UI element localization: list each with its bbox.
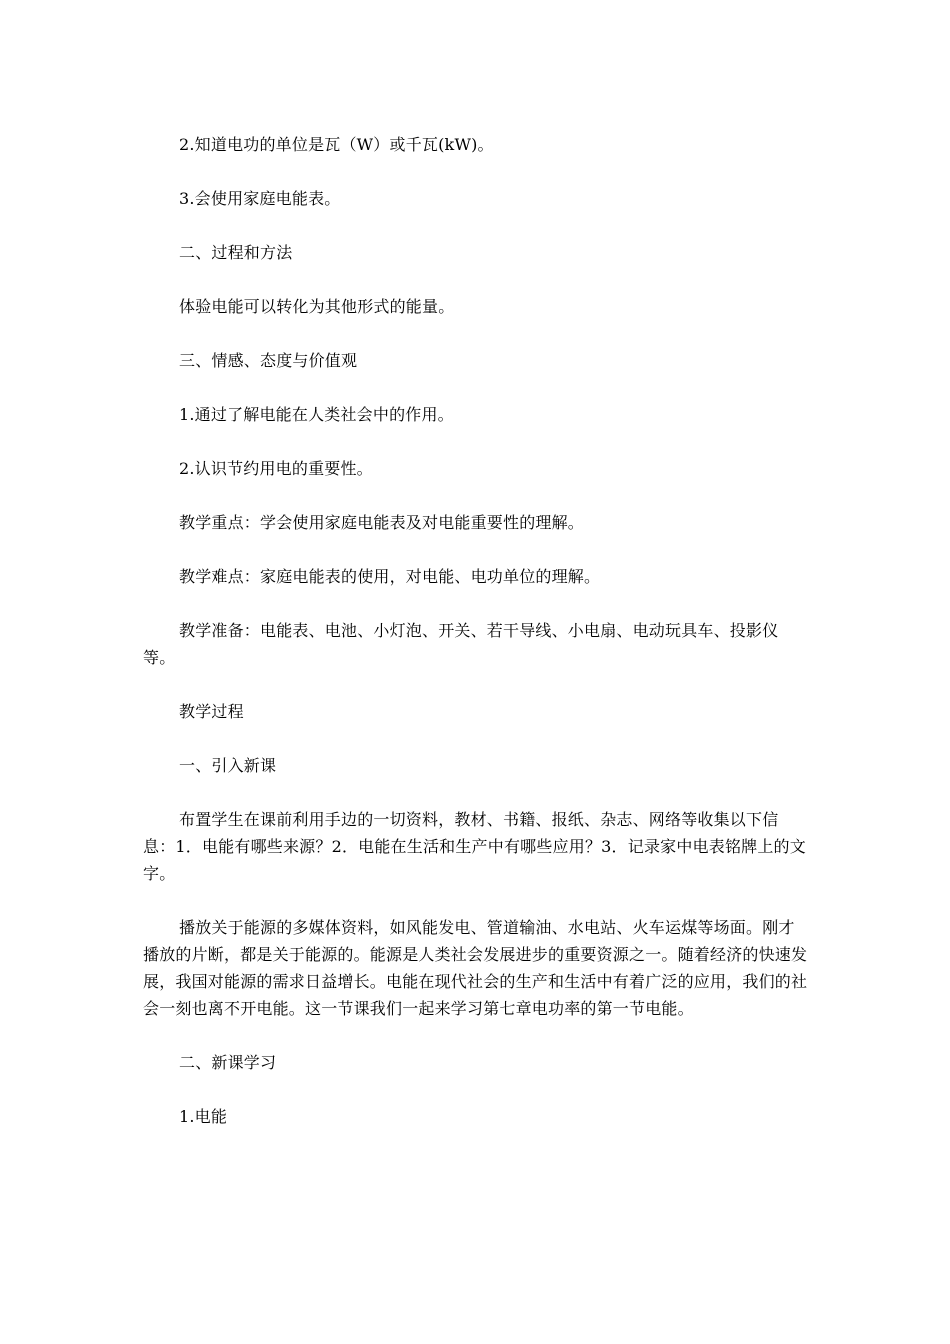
paragraph-difficulties: 教学难点：家庭电能表的使用，对电能、电功单位的理解。 xyxy=(179,567,601,586)
paragraph-multimedia-intro: 播放关于能源的多媒体资料，如风能发电、管道输油、水电站、火车运煤等场面。刚才播放的片断，都是关于能源的。能源是人类社会发展进步的重要资源之一。随着经济的快速发展，我国对能源的需求日益增长。电能在现代社会的生产和生活中有着广泛的应用，我们的社会一刻也离不开电能。这一节课我们一起来学习第七章电功率的第一节电能。 xyxy=(143,918,808,1018)
paragraph-value-2: 2.认识节约用电的重要性。 xyxy=(179,459,373,478)
paragraph-objective-2: 2.知道电功的单位是瓦（W）或千瓦(kW)。 xyxy=(179,135,494,154)
heading-new-lesson: 二、新课学习 xyxy=(179,1053,277,1072)
paragraph-homework-collection: 布置学生在课前利用手边的一切资料，教材、书籍、报纸、杂志、网络等收集以下信息：1．电能有哪些来源？2．电能在生活和生产中有哪些应用？3．记录家中电表铭牌上的文字。 xyxy=(143,810,806,883)
paragraph-key-points: 教学重点：学会使用家庭电能表及对电能重要性的理解。 xyxy=(179,513,585,532)
paragraph-objective-3: 3.会使用家庭电能表。 xyxy=(179,189,341,208)
paragraph-preparation: 教学准备：电能表、电池、小灯泡、开关、若干导线、小电扇、电动玩具车、投影仪等。 xyxy=(143,621,779,667)
heading-emotion-values: 三、情感、态度与价值观 xyxy=(179,351,358,370)
paragraph-energy-conversion: 体验电能可以转化为其他形式的能量。 xyxy=(179,297,455,316)
heading-teaching-process: 教学过程 xyxy=(179,702,244,721)
heading-process-methods: 二、过程和方法 xyxy=(179,243,293,262)
paragraph-value-1: 1.通过了解电能在人类社会中的作用。 xyxy=(179,405,454,424)
heading-electric-energy: 1.电能 xyxy=(179,1107,228,1126)
heading-introduction: 一、引入新课 xyxy=(179,756,277,775)
document-body xyxy=(143,131,810,1130)
